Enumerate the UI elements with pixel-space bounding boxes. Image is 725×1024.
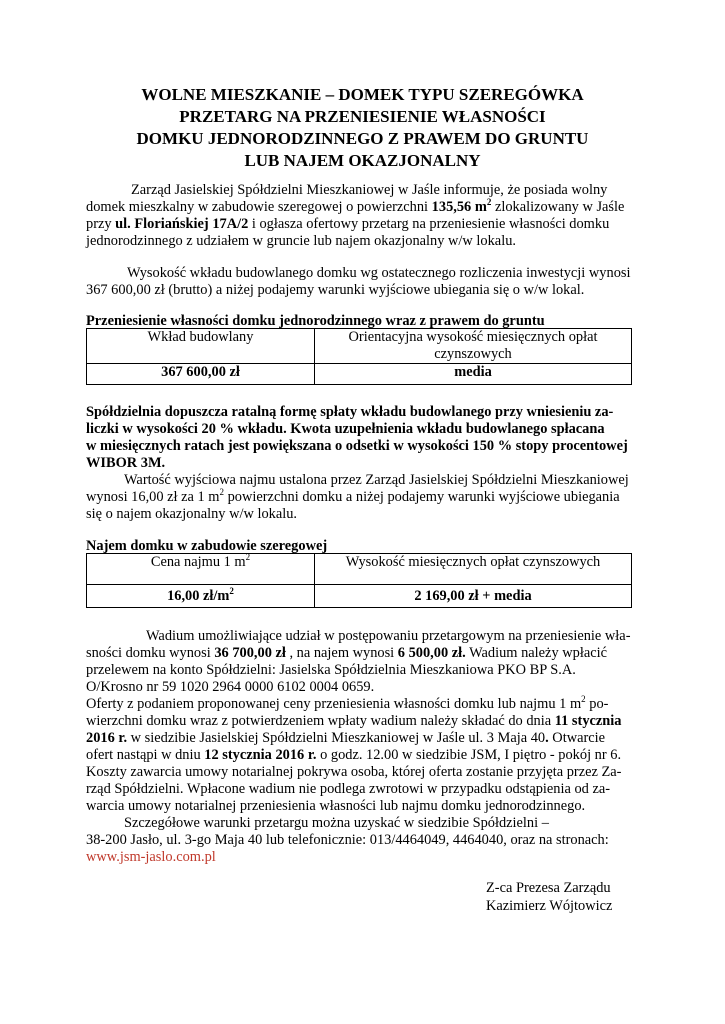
area-value: 135,56 m <box>431 199 487 215</box>
wadium-text: sności domku wynosi <box>86 645 215 661</box>
opening-date: 12 stycznia 2016 r. <box>204 747 317 763</box>
intro-line-4: jednorodzinnego z udziałem w gruncie lub najem okazjonalny w/w lokalu. <box>86 233 516 249</box>
table2-header-oplaty: Wysokość miesięcznych opłat czynszowych <box>315 554 632 585</box>
wadium-text: Wadium należy wpłacić <box>465 645 607 661</box>
deadline-date: 11 stycznia <box>554 713 622 729</box>
wadium-text: , na najem wynosi <box>285 645 398 661</box>
wklad-line-1: Wysokość wkładu budowlanego domku wg ostatecznego rozliczenia inwestycji wynosi <box>127 265 631 281</box>
najem-line-2 <box>86 489 620 506</box>
intro-text: przy <box>86 216 116 232</box>
table1-value-wklad: 367 600,00 zł <box>87 364 315 385</box>
oferty-text: Oferty z podaniem proponowanej ceny przeniesienia własności domku lub najmu 1 m <box>86 696 582 712</box>
oferty-text: Otwarcie <box>548 730 606 746</box>
table2-heading: Najem domku w zabudowie szeregowej <box>86 538 328 554</box>
superscript: 2 <box>229 585 234 596</box>
title-line-2: PRZETARG NA PRZENIESIENIE WŁASNOŚCI <box>179 107 546 126</box>
raty-line-2: liczki w wysokości 20 % wkładu. Kwota uzupełnienia wkładu budowlanego spłacana <box>86 421 605 437</box>
title-line-4: LUB NAJEM OKAZJONALNY <box>244 151 481 170</box>
wadium-line-1: Wadium umożliwiające udział w postępowaniu przetargowym na przeniesienie wła- <box>146 628 631 644</box>
superscript: 2 <box>219 487 224 497</box>
signature-role: Z-ca Prezesa Zarządu <box>486 880 611 896</box>
oferty-line-1 <box>86 696 608 713</box>
oferty-text: . <box>545 730 549 746</box>
title-line-3: DOMKU JEDNORODZINNEGO Z PRAWEM DO GRUNTU <box>136 129 589 148</box>
wadium-line-4: O/Krosno nr 59 1020 2964 0000 6102 0004 0659. <box>86 679 375 695</box>
info-line-2: 38-200 Jasło, ul. 3-go Maja 40 lub telefonicznie: 013/4464049, 4464040, oraz na stronach: <box>86 832 609 848</box>
oferty-line-4 <box>86 747 621 764</box>
oferty-text: w siedzibie Jasielskiej Spółdzielni Mieszkaniowej w Jaśle ul. 3 Maja 40 <box>127 730 546 746</box>
oferty-text: po- <box>585 696 609 712</box>
website-link[interactable]: www.jsm-jaslo.com.pl <box>86 849 216 865</box>
intro-line-1: Zarząd Jasielskiej Spółdzielni Mieszkaniowej w Jaśle informuje, że posiada wolny <box>131 182 608 198</box>
wklad-line-2: 367 600,00 zł (brutto) a niżej podajemy warunki wyjściowe ubiegania się o w/w lokal. <box>86 282 585 298</box>
table-rental <box>86 553 632 608</box>
table2-header-cena <box>87 554 315 585</box>
raty-line-3: w miesięcznych ratach jest powiększana o odsetki w wysokości 150 % stopy procentowej <box>86 438 628 454</box>
info-line-1: Szczegółowe warunki przetargu można uzyskać w siedzibie Spółdzielni – <box>124 815 549 831</box>
najem-line-3: się o najem okazjonalny w/w lokalu. <box>86 506 298 522</box>
oferty-text: o godz. 12.00 w siedzibie JSM, I piętro - pokój nr 6. <box>316 747 622 763</box>
superscript: 2 <box>581 694 586 704</box>
intro-text: domek mieszkalny w zabudowie szeregowej o powierzchni <box>86 199 432 215</box>
intro-text: i ogłasza ofertowy przetarg na przeniesienie własności domku <box>248 216 610 232</box>
intro-line-3 <box>86 216 609 233</box>
table1-header-text: czynszowych <box>434 346 512 362</box>
najem-text: wynosi 16,00 zł za 1 m <box>86 489 220 505</box>
oferty-line-7: warcia umowy notarialnej przeniesienia własności lub najmu domku jednorodzinnego. <box>86 798 586 814</box>
wadium-line-2 <box>86 645 607 662</box>
table1-heading: Przeniesienie własności domku jednorodzinnego wraz z prawem do gruntu <box>86 313 545 329</box>
superscript: 2 <box>245 552 251 562</box>
oferty-line-5: Koszty zawarcia umowy notarialnej pokrywa osoba, której oferta zostanie przyjęta przez Za- <box>86 764 622 780</box>
raty-line-1: Spółdzielnia dopuszcza ratalną formę spłaty wkładu budowlanego przy wniesieniu za- <box>86 404 614 420</box>
title-line-1: WOLNE MIESZKANIE – DOMEK TYPU SZEREGÓWKA <box>141 85 584 104</box>
wadium-line-3: przelewem na konto Spółdzielni: Jasielska Spółdzielnia Mieszkaniowa PKO BP S.A. <box>86 662 576 678</box>
table1-header-text: Orientacyjna wysokość miesięcznych opłat <box>348 329 598 345</box>
table2-value-oplaty: 2 169,00 zł + media <box>315 585 632 608</box>
raty-line-4: WIBOR 3M. <box>86 455 166 471</box>
table1-header-wklad: Wkład budowlany <box>87 329 315 364</box>
superscript: 2 <box>486 197 492 207</box>
wadium-rental-amount: 6 500,00 zł. <box>397 645 466 661</box>
najem-line-1: Wartość wyjściowa najmu ustalona przez Zarząd Jasielskiej Spółdzielni Mieszkaniowej <box>124 472 629 488</box>
oferty-text: ofert nastąpi w dniu <box>86 747 205 763</box>
street-address: ul. Floriańskiej 17A/2 <box>115 216 249 232</box>
intro-text: zlokalizowany w Jaśle <box>491 199 625 215</box>
oferty-line-2 <box>86 713 622 730</box>
table1-header-oplaty <box>315 329 632 364</box>
najem-text: powierzchni domku a niżej podajemy warunki wyjściowe ubiegania <box>224 489 620 505</box>
table2-header-text: Cena najmu 1 m <box>150 554 246 570</box>
oferty-line-3 <box>86 730 605 747</box>
wadium-ownership-amount: 36 700,00 zł <box>214 645 286 661</box>
deadline-year: 2016 r. <box>86 730 128 746</box>
table2-value-cena <box>87 585 315 608</box>
table-ownership-transfer <box>86 328 632 385</box>
signature-name: Kazimierz Wójtowicz <box>486 898 613 914</box>
oferty-line-6: rząd Spółdzielni. Wpłacone wadium nie podlega zwrotowi w przypadku odstąpienia od za- <box>86 781 611 797</box>
table1-value-oplaty: media <box>315 364 632 385</box>
table2-value-text: 16,00 zł/m <box>167 587 230 604</box>
oferty-text: wierzchni domku wraz z potwierdzeniem wpłaty wadium należy składać do dnia <box>86 713 555 729</box>
intro-line-2 <box>86 199 624 216</box>
